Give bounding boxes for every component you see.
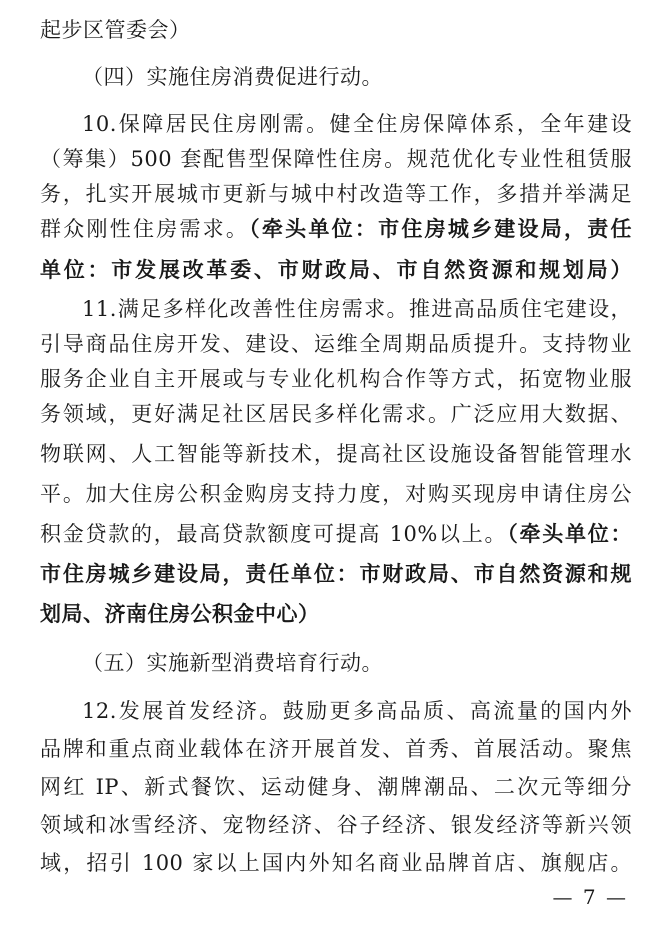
- text-segment: （筹集）500 套配售型保障性住房。规范优化专业性租赁服: [40, 147, 632, 171]
- text-segment: 务，扎实开展城市更新与城中村改造等工作，多措并举满足: [40, 182, 632, 206]
- text-line: [40, 211, 632, 247]
- text-line: [82, 106, 632, 142]
- page-number: — 7 —: [552, 885, 628, 909]
- text-line: [40, 516, 632, 552]
- text-segment: 群众刚性住房需求。: [40, 217, 250, 241]
- text-segment: （五）实施新型消费培育行动。: [82, 651, 383, 675]
- text-segment: 域，招引 100 家以上国内外知名商业品牌首店、旗舰店。: [40, 851, 632, 875]
- text-line: [40, 396, 632, 432]
- text-line: [40, 845, 632, 881]
- text-segment-bold: 划局、济南住房公积金中心）: [40, 601, 320, 626]
- text-segment: 网红 IP、新式餐饮、运动健身、潮牌潮品、二次元等细分: [40, 775, 632, 799]
- text-segment: 10.保障居民住房刚需。健全住房保障体系，全年建设: [82, 112, 632, 136]
- text-line: [40, 361, 632, 397]
- text-line: [40, 596, 632, 632]
- text-segment: 服务企业自主开展或与专业化机构合作等方式，拓宽物业服: [40, 367, 632, 391]
- section-heading: [82, 645, 632, 681]
- text-line: [40, 556, 632, 592]
- text-line: [40, 436, 632, 472]
- text-segment: 领域和冰雪经济、宠物经济、谷子经济、银发经济等新兴领: [40, 813, 632, 837]
- text-segment: （四）实施住房消费促进行动。: [82, 65, 383, 89]
- text-line: [40, 252, 632, 288]
- text-segment-bold: 市住房城乡建设局，责任单位：市财政局、市自然资源和规: [40, 561, 632, 586]
- text-segment: 11.满足多样化改善性住房需求。推进高品质住宅建设，: [82, 297, 632, 321]
- text-segment-bold: 单位：市发展改革委、市财政局、市自然资源和规划局）: [40, 257, 632, 282]
- page-footer: [0, 882, 672, 912]
- text-segment: 务领域，更好满足社区居民多样化需求。广泛应用大数据、: [40, 402, 632, 426]
- text-segment: 物联网、人工智能等新技术，提高社区设施设备智能管理水: [40, 442, 632, 466]
- text-line: [40, 476, 632, 512]
- text-segment: 积金贷款的，最高贷款额度可提高 10%以上。: [40, 522, 508, 546]
- text-line: [82, 291, 632, 327]
- text-segment: 品牌和重点商业载体在济开展首发、首秀、首展活动。聚焦: [40, 737, 632, 761]
- text-line: [82, 693, 632, 729]
- text-segment-bold: （牵头单位：市住房城乡建设局，责任: [249, 216, 633, 241]
- text-segment: 平。加大住房公积金购房支持力度，对购买现房申请住房公: [40, 482, 632, 506]
- text-segment: 12.发展首发经济。鼓励更多高品质、高流量的国内外: [82, 699, 632, 723]
- text-line: [40, 176, 632, 212]
- section-heading: [82, 59, 632, 95]
- text-segment: 引导商品住房开发、建设、运维全周期品质提升。支持物业: [40, 332, 632, 356]
- text-line: [40, 731, 632, 767]
- text-line: [40, 769, 632, 805]
- text-line: [40, 141, 632, 177]
- text-segment-bold: （牵头单位：: [507, 521, 632, 546]
- text-segment: 起步区管委会）: [40, 18, 191, 42]
- text-line: [40, 326, 632, 362]
- text-line: [40, 12, 632, 48]
- text-line: [40, 807, 632, 843]
